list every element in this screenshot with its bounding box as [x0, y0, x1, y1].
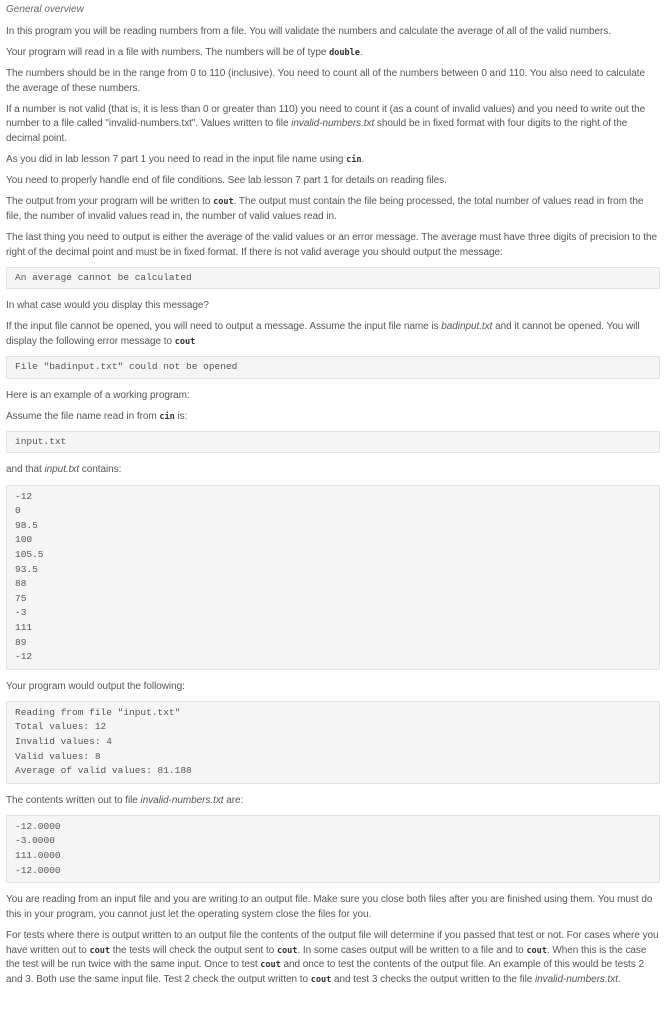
code-line: Average of valid values: 81.188: [15, 765, 192, 777]
paragraph: [6, 680, 660, 695]
text-segment: The numbers should be in the range from 0 to 110 (inclusive). You need to count all of the numbers between 0 and 110. You also need to calculate the average of these numbers.: [6, 68, 645, 94]
text-segment: .: [359, 47, 363, 59]
paragraph: [6, 893, 660, 922]
code-line: 100: [15, 534, 33, 546]
text-segment: . The output must contain the file being processed, the total number of values read in from the file, the number of invalid values read in, the number of valid values read in.: [6, 196, 644, 222]
code-block: [6, 267, 660, 290]
paragraph: [6, 67, 660, 96]
text-segment: .: [617, 973, 621, 985]
code-line: 88: [15, 578, 27, 590]
paragraph: [6, 46, 660, 61]
code-line: Reading from file "input.txt": [15, 706, 181, 718]
code-line: 0: [15, 505, 21, 517]
inline-code: double: [329, 48, 360, 59]
code-line: -12.0000: [15, 864, 61, 876]
text-segment: the tests will check the output sent to: [110, 944, 277, 956]
code-line: -12.0000: [15, 820, 61, 832]
text-segment: and once to test the contents of the output file. An example of this would be tests 2 and 3. Both use the same input file. Test 2 check the output written to: [6, 959, 644, 985]
inline-code: cout: [213, 197, 234, 208]
inline-code: cout: [89, 945, 110, 956]
text-segment: is:: [174, 410, 188, 422]
text-segment: Your program will read in a file with numbers. The numbers will be of type: [6, 47, 330, 59]
text-segment: are:: [223, 794, 244, 806]
inline-code: cout: [260, 960, 281, 971]
code-line: Invalid values: 4: [15, 735, 112, 747]
section-title: General overview: [6, 4, 84, 15]
paragraph: [6, 153, 660, 168]
code-line: File "badinput.txt" could not be opened: [15, 361, 238, 373]
text-segment: Assume the file name read in from: [6, 410, 160, 422]
text-segment: The last thing you need to output is either the average of the valid values or an error message. The average must have three digits of precision to the right of the decimal point and must be in fixed format. If there is not valid average you should output the message:: [6, 232, 657, 258]
filename-italic: invalid-numbers.txt: [291, 118, 375, 130]
text-segment: Your program would output the following:: [6, 680, 185, 692]
text-segment: If a number is not valid (that is, it is less than 0 or greater than 110) you need to count it (as a count of invalid values) and you need to write out the number to a file called "invalid-numbers.txt". Values written to file: [6, 103, 646, 130]
paragraph: [6, 410, 660, 425]
paragraph: [6, 794, 660, 809]
code-line: An average cannot be calculated: [15, 271, 192, 283]
text-segment: and it cannot be opened. You will display the following error message to: [6, 321, 640, 347]
text-segment: should be in fixed format with four digits to the right of the decimal point.: [6, 118, 628, 145]
text-segment: For tests where there is output written to an output file the contents of the output file will determine if you passed that test or not. For cases where you have written out to: [6, 929, 659, 956]
inline-code: cout: [310, 974, 332, 985]
text-segment: As you did in lab lesson 7 part 1 you need to read in the input file name using: [6, 154, 347, 166]
code-line: input.txt: [15, 435, 67, 447]
code-line: 89: [15, 636, 27, 648]
paragraph: [6, 195, 660, 224]
text-segment: If the input file cannot be opened, you will need to output a message. Assume the input file name is: [6, 321, 442, 333]
paragraph: [6, 389, 660, 404]
paragraph: [6, 299, 660, 314]
code-block: [6, 356, 660, 379]
code-line: Total values: 12: [15, 721, 107, 733]
paragraph: [6, 320, 660, 349]
code-line: 105.5: [15, 548, 44, 560]
code-line: -3.0000: [15, 835, 55, 847]
code-line: -12: [15, 651, 33, 663]
text-segment: contains:: [79, 464, 122, 476]
code-line: 98.5: [15, 519, 38, 531]
paragraph: [6, 231, 660, 260]
code-line: 111: [15, 621, 33, 633]
document-body: [6, 25, 660, 987]
code-block: [6, 485, 660, 670]
inline-code: cin: [159, 411, 175, 422]
text-segment: You are reading from an input file and you are writing to an output file. Make sure you close both files after you are finished using them. You must do this in your program, you cannot just let the operating system close the files for you.: [6, 894, 653, 920]
paragraph: [6, 174, 660, 189]
paragraph: [6, 103, 660, 147]
text-segment: You need to properly handle end of file conditions. See lab lesson 7 part 1 for details on reading files.: [6, 175, 447, 187]
text-segment: The output from your program will be written to: [6, 196, 214, 208]
code-line: Valid values: 8: [15, 750, 101, 762]
inline-code: cin: [346, 155, 362, 166]
code-line: 111.0000: [15, 850, 61, 862]
filename-italic: invalid-numbers.txt: [534, 973, 618, 985]
text-segment: In what case would you display this message?: [6, 300, 209, 312]
text-segment: and test 3 checks the output written to the file: [331, 973, 535, 985]
text-segment: . When this is the case the test will be run twice with the same input. Once to test: [6, 944, 647, 971]
text-segment: . In some cases output will be written to a file and to: [297, 944, 527, 956]
code-line: -3: [15, 607, 27, 619]
inline-code: cout: [526, 945, 547, 956]
paragraph: [6, 25, 660, 40]
code-line: -12: [15, 490, 33, 502]
text-segment: The contents written out to file: [6, 794, 141, 806]
filename-italic: invalid-numbers.txt: [140, 794, 224, 806]
code-line: 93.5: [15, 563, 38, 575]
inline-code: cout: [276, 945, 298, 956]
paragraph: [6, 929, 660, 987]
text-segment: .: [361, 154, 365, 166]
text-segment: In this program you will be reading numbers from a file. You will validate the numbers and calculate the average of all of the valid numbers.: [6, 26, 611, 37]
paragraph: [6, 463, 660, 478]
code-block: [6, 815, 660, 883]
text-segment: Here is an example of a working program:: [6, 389, 190, 401]
code-block: [6, 431, 660, 454]
text-segment: and that: [6, 464, 45, 476]
filename-italic: input.txt: [44, 464, 80, 476]
filename-italic: badinput.txt: [441, 321, 493, 333]
code-line: 75: [15, 592, 27, 604]
inline-code: cout: [174, 337, 196, 347]
code-block: [6, 701, 660, 784]
